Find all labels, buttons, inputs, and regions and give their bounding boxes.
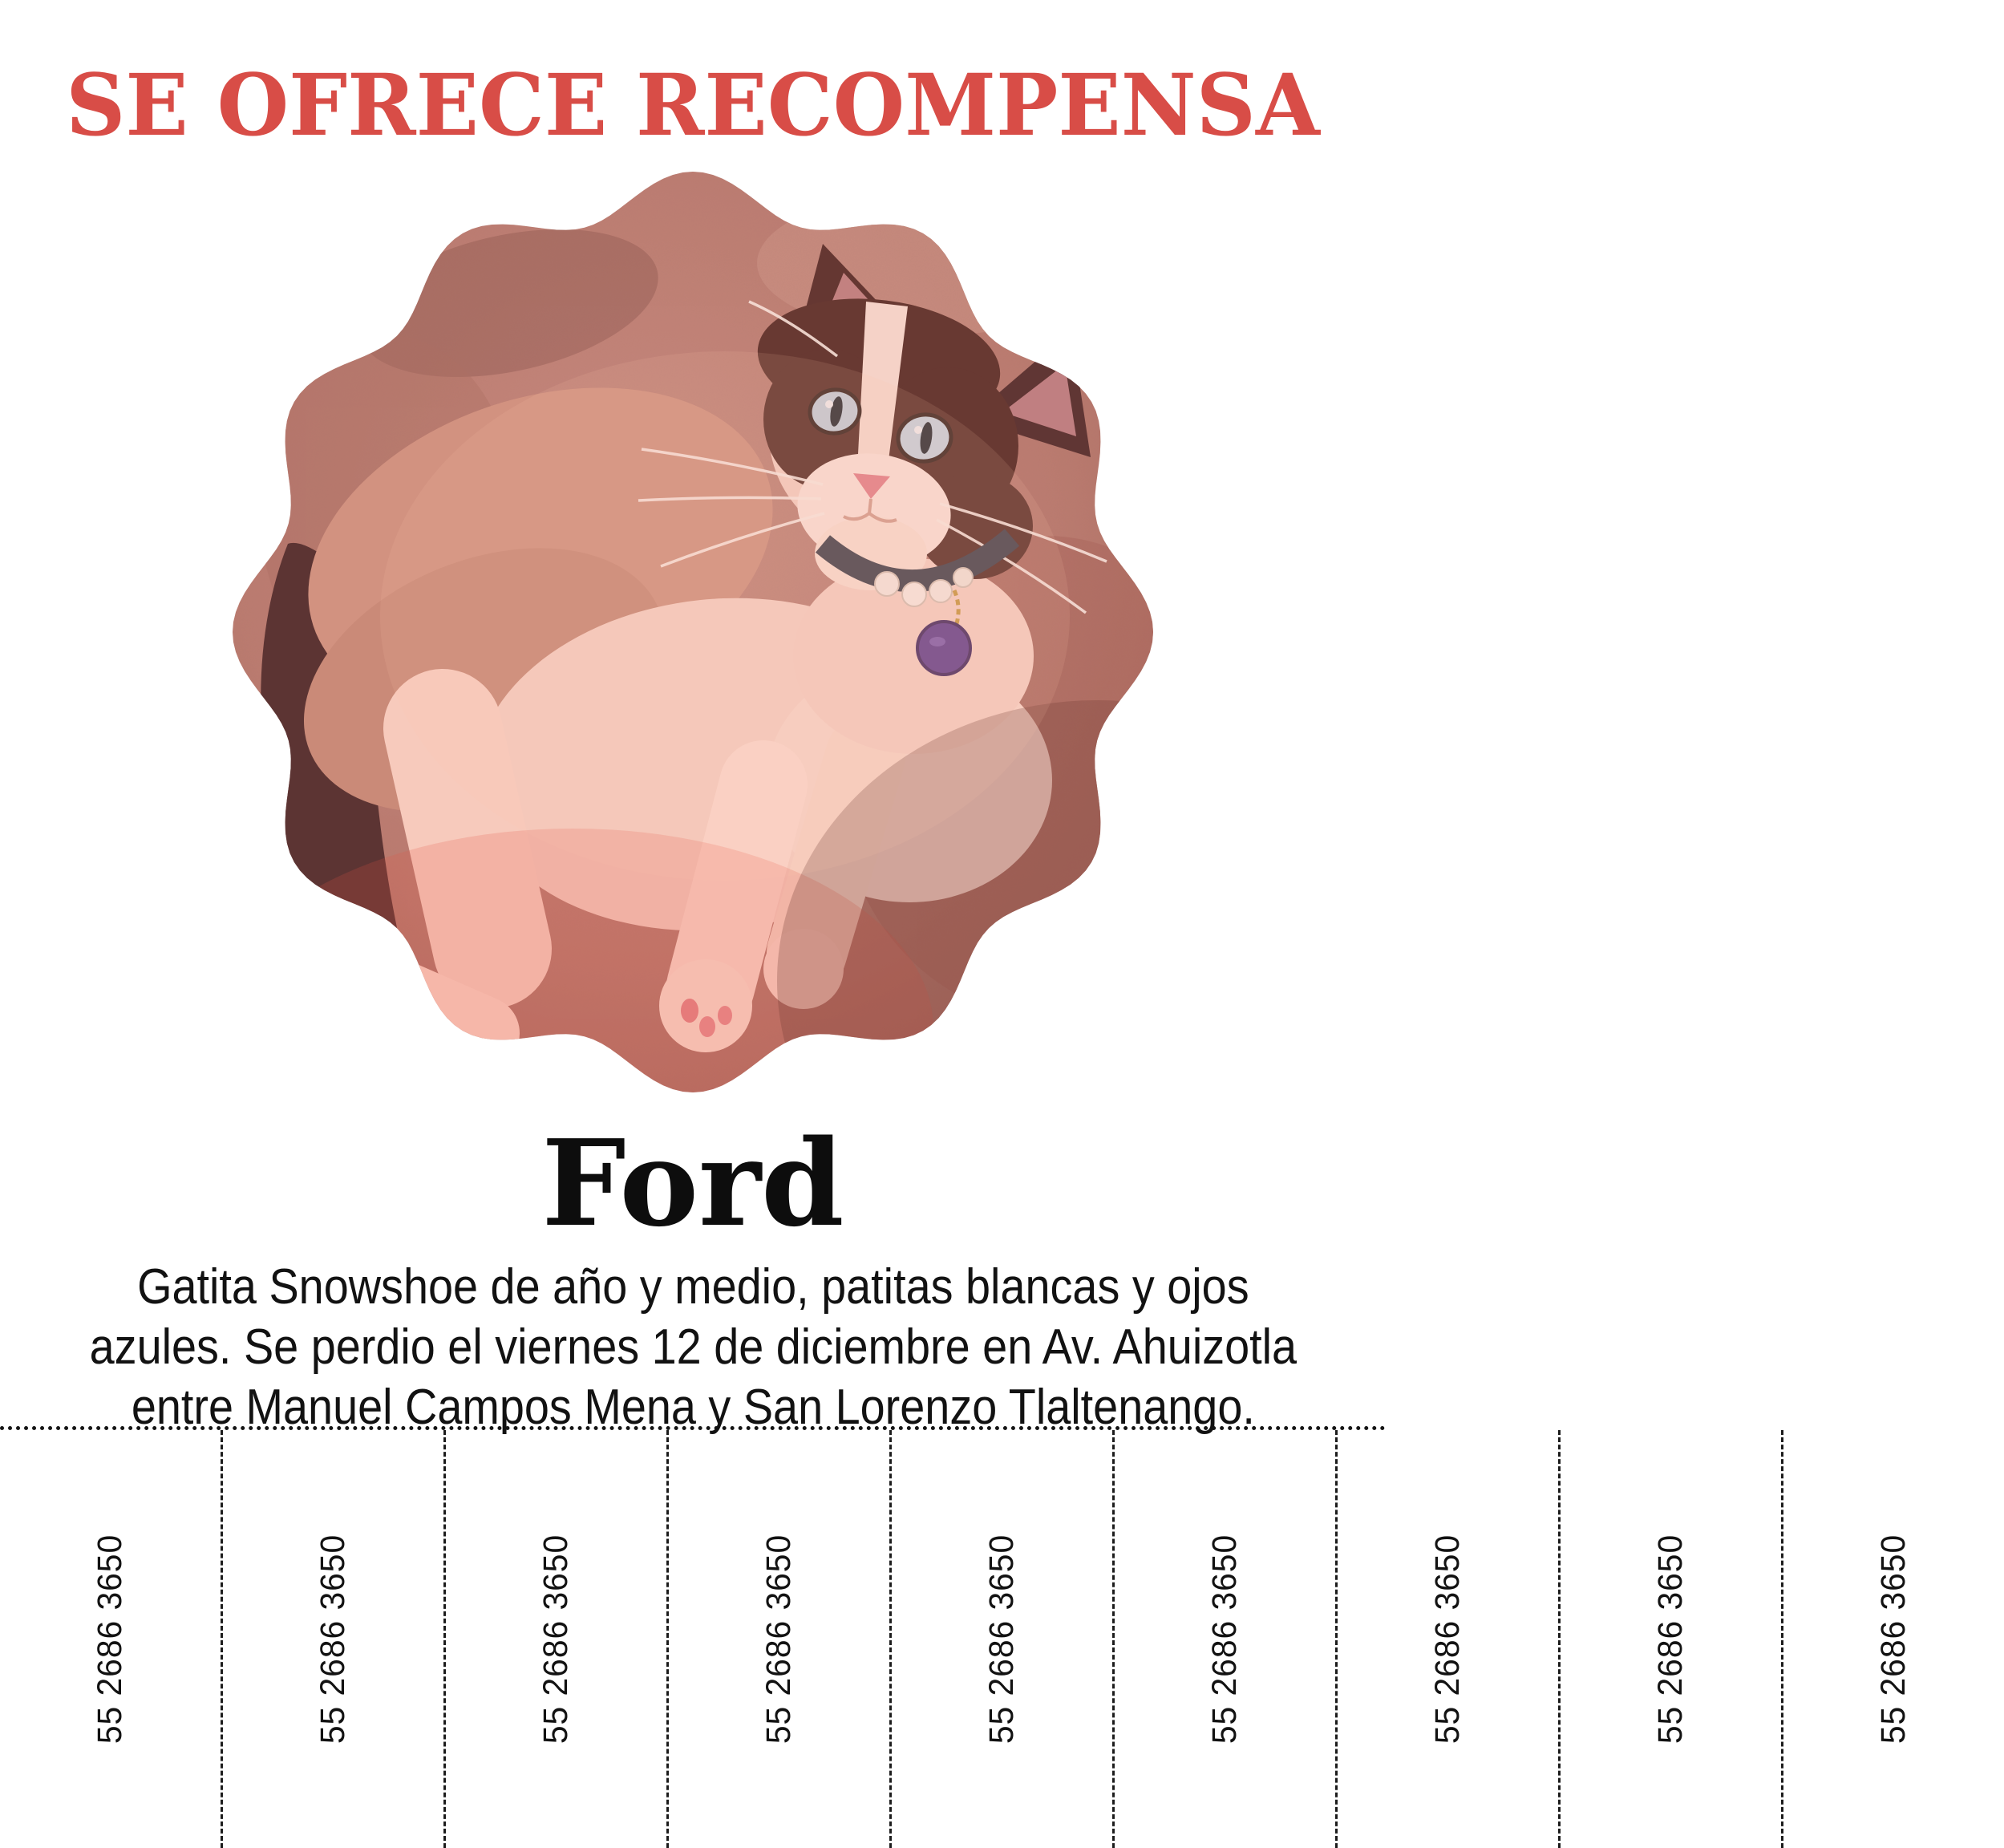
tear-off-strip bbox=[1112, 1430, 1335, 1848]
pet-photo bbox=[228, 167, 1158, 1097]
tear-off-strip bbox=[1558, 1430, 1781, 1848]
cat-photo-illustration bbox=[212, 167, 1419, 1262]
poster-title: SE OFRECE RECOMPENSA bbox=[66, 55, 1320, 155]
pet-description bbox=[89, 1257, 1296, 1437]
tear-off-strip bbox=[221, 1430, 443, 1848]
description-line: entre Manuel Campos Mena y San Lorenzo Tlaltenango. bbox=[131, 1380, 1255, 1436]
phone-number: 55 2686 3650 bbox=[91, 1534, 130, 1745]
phone-number: 55 2686 3650 bbox=[1874, 1534, 1913, 1745]
pet-name: Ford bbox=[541, 1112, 844, 1253]
phone-number: 55 2686 3650 bbox=[982, 1534, 1022, 1745]
phone-number: 55 2686 3650 bbox=[759, 1534, 799, 1745]
pet-photo-frame bbox=[228, 167, 1158, 1097]
tear-off-strip bbox=[889, 1430, 1112, 1848]
tear-off-strip bbox=[0, 1430, 221, 1848]
tear-off-strip bbox=[1335, 1430, 1558, 1848]
phone-number: 55 2686 3650 bbox=[1428, 1534, 1468, 1745]
phone-number: 55 2686 3650 bbox=[314, 1534, 353, 1745]
description-line: Gatita Snowshoe de año y medio, patitas blancas y ojos bbox=[136, 1259, 1249, 1315]
phone-number: 55 2686 3650 bbox=[1651, 1534, 1690, 1745]
tear-off-strips bbox=[0, 1426, 1913, 1848]
tear-off-strip bbox=[443, 1430, 666, 1848]
description-line: azules. Se perdio el viernes 12 de diciembre en Av. Ahuizotla bbox=[89, 1319, 1297, 1376]
tear-off-strip bbox=[1781, 1430, 2004, 1848]
phone-number: 55 2686 3650 bbox=[1205, 1534, 1245, 1745]
phone-number: 55 2686 3650 bbox=[536, 1534, 576, 1745]
tear-off-strip bbox=[666, 1430, 889, 1848]
